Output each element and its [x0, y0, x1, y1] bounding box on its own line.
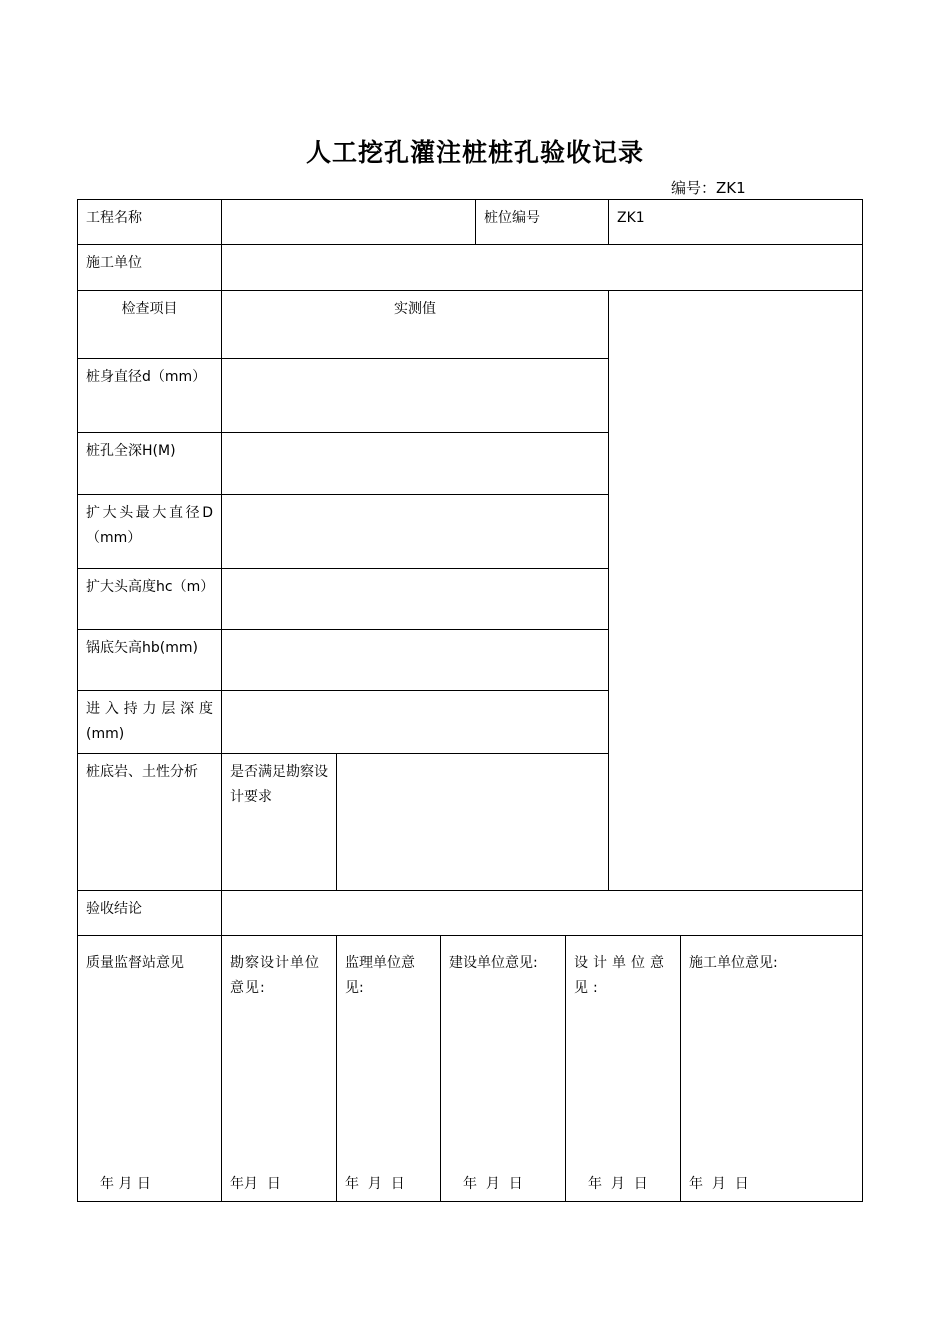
opinion-quality-supervision[interactable] [78, 936, 222, 1202]
construction-unit-label: 施工单位 [78, 245, 222, 291]
document-number: 编号：ZK1 [671, 179, 746, 197]
opinion-date: 年 月 日 [588, 1176, 648, 1192]
opinion-constructor[interactable] [681, 936, 863, 1202]
opinion-label: 勘察设计单位意见: [230, 955, 320, 996]
page-title: 人工挖孔灌注桩桩孔验收记录 [305, 138, 644, 167]
check-label-bell-diameter: 扩大头最大直径D（mm） [78, 495, 222, 569]
check-label-depth: 桩孔全深H(M) [78, 433, 222, 495]
check-value-diameter[interactable] [222, 359, 609, 433]
project-name-label: 工程名称 [78, 200, 222, 245]
opinion-supervisor[interactable] [337, 936, 441, 1202]
pile-number-field[interactable]: ZK1 [609, 200, 863, 245]
opinion-label: 设计单位意见: [574, 955, 669, 996]
rock-analysis-label: 桩底岩、土性分析 [78, 754, 222, 891]
opinion-label: 监理单位意见: [345, 955, 415, 996]
opinion-date: 年 月 日 [689, 1176, 749, 1192]
opinion-date: 年月 日 [230, 1176, 281, 1192]
remarks-area[interactable] [609, 291, 863, 891]
opinion-label: 质量监督站意见 [86, 955, 184, 971]
check-value-bearing-depth[interactable] [222, 691, 609, 754]
opinion-survey-design[interactable] [222, 936, 337, 1202]
check-value-bell-height[interactable] [222, 569, 609, 630]
opinion-label: 建设单位意见: [449, 955, 538, 971]
opinion-date: 年 月 日 [345, 1176, 405, 1192]
opinion-designer[interactable] [566, 936, 681, 1202]
check-value-bell-diameter[interactable] [222, 495, 609, 569]
check-label-diameter: 桩身直径d（mm） [78, 359, 222, 433]
opinion-date: 年 月 日 [463, 1176, 523, 1192]
measured-value-header: 实测值 [222, 291, 609, 359]
construction-unit-field[interactable] [222, 245, 863, 291]
check-label-bell-height: 扩大头高度hc（m） [78, 569, 222, 630]
opinion-date: 年 月 日 [100, 1176, 151, 1192]
inspection-form [77, 199, 863, 1202]
opinion-label: 施工单位意见: [689, 955, 778, 971]
check-value-bottom-rise[interactable] [222, 630, 609, 691]
pile-number-label: 桩位编号 [476, 200, 609, 245]
conclusion-label: 验收结论 [78, 891, 222, 936]
check-item-header: 检查项目 [78, 291, 222, 359]
survey-requirement-label: 是否满足勘察设计要求 [222, 754, 337, 891]
check-label-bottom-rise: 锅底矢高hb(mm) [78, 630, 222, 691]
check-value-depth[interactable] [222, 433, 609, 495]
conclusion-field[interactable] [222, 891, 863, 936]
project-name-field[interactable] [222, 200, 476, 245]
rock-analysis-field[interactable] [337, 754, 609, 891]
check-label-bearing-depth: 进入持力层深度(mm) [78, 691, 222, 754]
opinion-owner[interactable] [441, 936, 566, 1202]
